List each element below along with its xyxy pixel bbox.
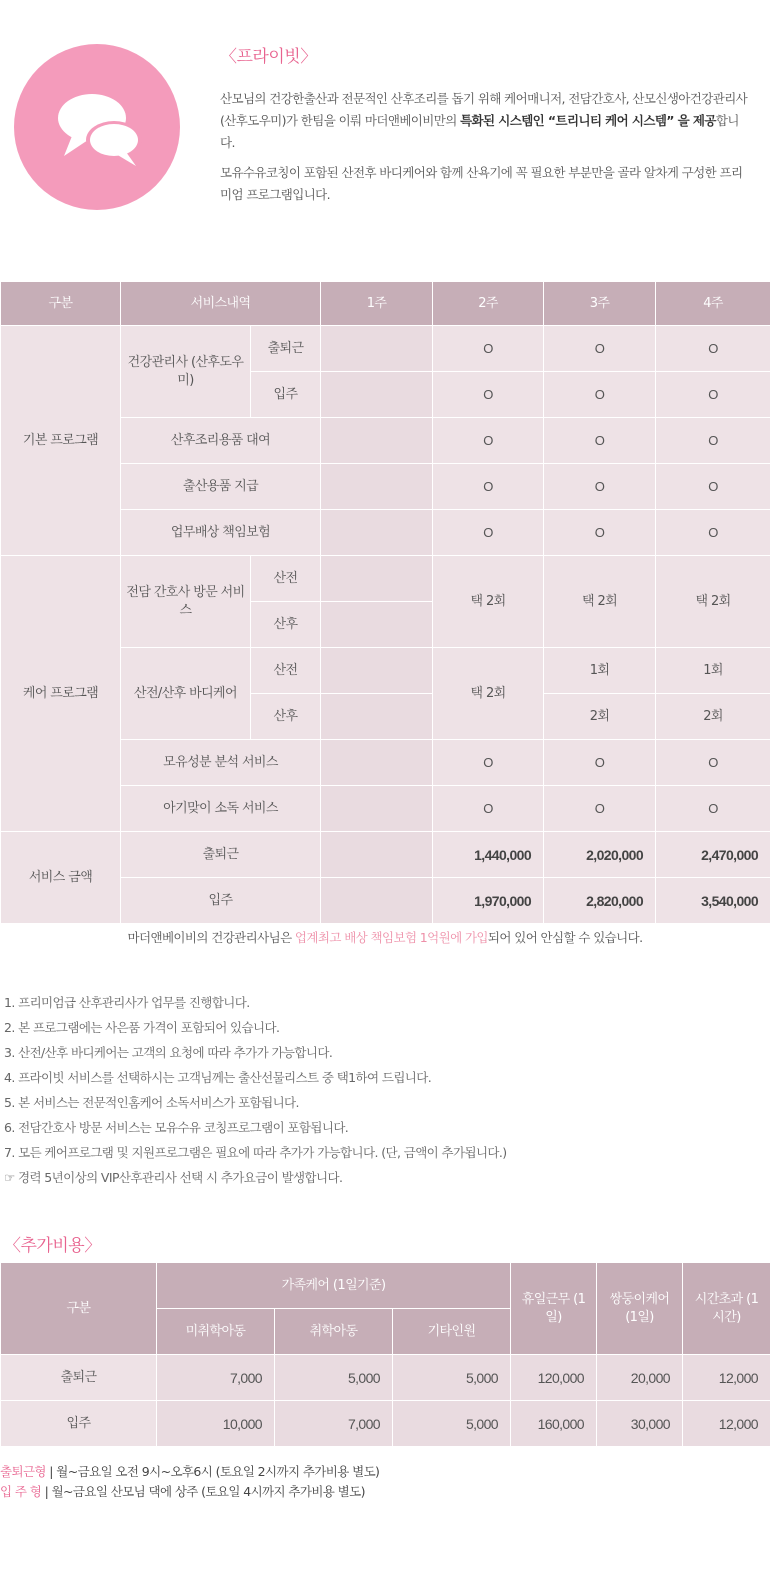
table-row <box>1 1355 770 1401</box>
cell-value: O <box>544 510 656 556</box>
supply-label: 출산용품 지급 <box>121 464 321 510</box>
cell-value: 120,000 <box>511 1355 597 1401</box>
insurance-label: 업무배상 책임보험 <box>121 510 321 556</box>
cell-value: 12,000 <box>683 1401 770 1447</box>
cell-value: O <box>433 786 544 832</box>
cell-empty <box>321 510 433 556</box>
intro-paragraph: 산모님의 건강한출산과 전문적인 산후조리를 돕기 위해 케어매니저, 전담간호사, 산모신생아건강관리사(산후도우미)가 한팀을 이뤄 마더앤베이비만의 특화된 시스템인 “트리니티 케어 시스템” 을 제공합니다. <box>220 91 748 150</box>
list-item: 7. 모든 케어프로그램 및 지원프로그램은 필요에 따라 추가가 가능합니다. (단, 금액이 추가됩니다.) <box>4 1145 507 1160</box>
manager-label: 건강관리사 (산후도우미) <box>121 326 251 418</box>
cell-value: 택 2회 <box>433 556 544 648</box>
cell-empty <box>321 556 433 602</box>
list-item: 4. 프라이빗 서비스를 선택하시는 고객님께는 출산선물리스트 중 택1하여 드립니다. <box>4 1070 432 1085</box>
cell-value: O <box>433 372 544 418</box>
cell-value: 1회 <box>656 648 770 694</box>
header-holiday: 휴일근무 (1일) <box>511 1263 597 1355</box>
prenatal-label: 산전 <box>251 556 321 602</box>
header-school: 취학아동 <box>275 1309 393 1355</box>
cell-value: 5,000 <box>393 1355 511 1401</box>
price-commute-3w: 2,020,000 <box>544 832 656 878</box>
cell-value: 160,000 <box>511 1401 597 1447</box>
cell-value: O <box>544 372 656 418</box>
header-week2: 2주 <box>433 282 544 326</box>
header-family-care: 가족케어 (1일기준) <box>157 1263 511 1309</box>
basic-program-label: 기본 프로그램 <box>1 326 121 556</box>
nurse-label: 전담 간호사 방문 서비스 <box>121 556 251 648</box>
cell-value: O <box>433 510 544 556</box>
cell-empty <box>321 648 433 694</box>
cell-value: 7,000 <box>157 1355 275 1401</box>
cell-value: O <box>544 418 656 464</box>
cell-value: O <box>656 740 770 786</box>
list-item: ☞ 경력 5년이상의 VIP산후관리사 선택 시 추가요금이 발생합니다. <box>4 1170 343 1185</box>
header-overtime: 시간초과 (1시간) <box>683 1263 770 1355</box>
cell-value: O <box>544 740 656 786</box>
program-paragraph: 모유수유코칭이 포함된 산전후 바디케어와 함께 산욕기에 꼭 필요한 부분만을 골라 알차게 구성한 프리미엄 프로그램입니다. <box>220 165 743 202</box>
cell-value: O <box>544 464 656 510</box>
care-program-label: 케어 프로그램 <box>1 556 121 832</box>
cell-empty <box>321 326 433 372</box>
cell-value: 5,000 <box>275 1355 393 1401</box>
cell-value: O <box>544 786 656 832</box>
price-live-4w: 3,540,000 <box>656 878 770 924</box>
postnatal-label: 산후 <box>251 694 321 740</box>
section-title-extra: 〈추가비용〉 <box>4 1236 101 1256</box>
cell-value: O <box>433 740 544 786</box>
list-item: 1. 프리미엄급 산후관리사가 업무를 진행합니다. <box>4 995 250 1010</box>
list-item: 2. 본 프로그램에는 사은품 가격이 포함되어 있습니다. <box>4 1020 280 1035</box>
price-commute-4w: 2,470,000 <box>656 832 770 878</box>
table-row <box>1 1401 770 1447</box>
breastmilk-label: 모유성분 분석 서비스 <box>121 740 321 786</box>
cell-empty <box>321 418 433 464</box>
header-week1: 1주 <box>321 282 433 326</box>
chat-bubbles-icon <box>14 44 180 210</box>
body-care-label: 산전/산후 바디케어 <box>121 648 251 740</box>
cell-value: O <box>656 326 770 372</box>
cell-empty <box>321 694 433 740</box>
header-preschool: 미취학아동 <box>157 1309 275 1355</box>
cell-value: 7,000 <box>275 1401 393 1447</box>
price-live-2w: 1,970,000 <box>433 878 544 924</box>
header-service: 서비스내역 <box>121 282 321 326</box>
cell-empty <box>321 602 433 648</box>
cell-value: 2회 <box>544 694 656 740</box>
extra-cost-table <box>0 1262 770 1447</box>
prenatal-label: 산전 <box>251 648 321 694</box>
cell-value: O <box>544 326 656 372</box>
cell-value: 택 2회 <box>544 556 656 648</box>
cell-value: 택 2회 <box>433 648 544 740</box>
cell-empty <box>321 740 433 786</box>
cell-empty <box>321 786 433 832</box>
cell-empty <box>321 464 433 510</box>
trinity-highlight: 특화된 시스템인 “트리니티 케어 시스템” 을 제공 <box>460 113 716 128</box>
section-title-private: 〈프라이빗〉 <box>220 47 317 67</box>
commute-label: 출퇴근 <box>251 326 321 372</box>
cell-value: 12,000 <box>683 1355 770 1401</box>
postnatal-label: 산후 <box>251 602 321 648</box>
header-week4: 4주 <box>656 282 770 326</box>
cell-empty <box>321 832 433 878</box>
insurance-note: 마더앤베이비의 건강관리사님은 업계최고 배상 책임보험 1억원에 가입되어 있어 안심할 수 있습니다. <box>127 930 643 945</box>
cell-empty <box>321 878 433 924</box>
row-label: 입주 <box>1 1401 157 1447</box>
footer-live-note: 입 주 형 | 월~금요일 산모님 댁에 상주 (토요일 4시까지 추가비용 별도) <box>0 1484 365 1499</box>
list-item: 3. 산전/산후 바디케어는 고객의 요청에 따라 추가가 가능합니다. <box>4 1045 333 1060</box>
cell-value: 30,000 <box>597 1401 683 1447</box>
cell-value: O <box>656 510 770 556</box>
header-other: 기타인원 <box>393 1309 511 1355</box>
cell-value: 5,000 <box>393 1401 511 1447</box>
header-week3: 3주 <box>544 282 656 326</box>
rental-label: 산후조리용품 대여 <box>121 418 321 464</box>
header-twins: 쌍둥이케어 (1일) <box>597 1263 683 1355</box>
price-live-3w: 2,820,000 <box>544 878 656 924</box>
list-item: 5. 본 서비스는 전문적인홈케어 소독서비스가 포함됩니다. <box>4 1095 299 1110</box>
cell-value: O <box>433 326 544 372</box>
live-in-label: 입주 <box>121 878 321 924</box>
cell-value: 2회 <box>656 694 770 740</box>
cell-value: 10,000 <box>157 1401 275 1447</box>
notice-list <box>4 990 507 1190</box>
header-category: 구분 <box>1 1263 157 1355</box>
cell-value: O <box>656 464 770 510</box>
cell-value: O <box>656 418 770 464</box>
commute-label: 출퇴근 <box>121 832 321 878</box>
footer-commute-note: 출퇴근형 | 월~금요일 오전 9시~오후6시 (토요일 2시까지 추가비용 별도) <box>0 1464 380 1479</box>
cell-value: O <box>656 372 770 418</box>
cell-value: 1회 <box>544 648 656 694</box>
cell-value: 20,000 <box>597 1355 683 1401</box>
cell-value: O <box>433 418 544 464</box>
cell-value: O <box>656 786 770 832</box>
cell-value: O <box>433 464 544 510</box>
service-table <box>0 281 770 924</box>
list-item: 6. 전담간호사 방문 서비스는 모유수유 코칭프로그램이 포함됩니다. <box>4 1120 349 1135</box>
price-commute-2w: 1,440,000 <box>433 832 544 878</box>
disinfect-label: 아기맞이 소독 서비스 <box>121 786 321 832</box>
live-in-label: 입주 <box>251 372 321 418</box>
price-label: 서비스 금액 <box>1 832 121 924</box>
cell-value: 택 2회 <box>656 556 770 648</box>
cell-empty <box>321 372 433 418</box>
row-label: 출퇴근 <box>1 1355 157 1401</box>
header-category: 구분 <box>1 282 121 326</box>
